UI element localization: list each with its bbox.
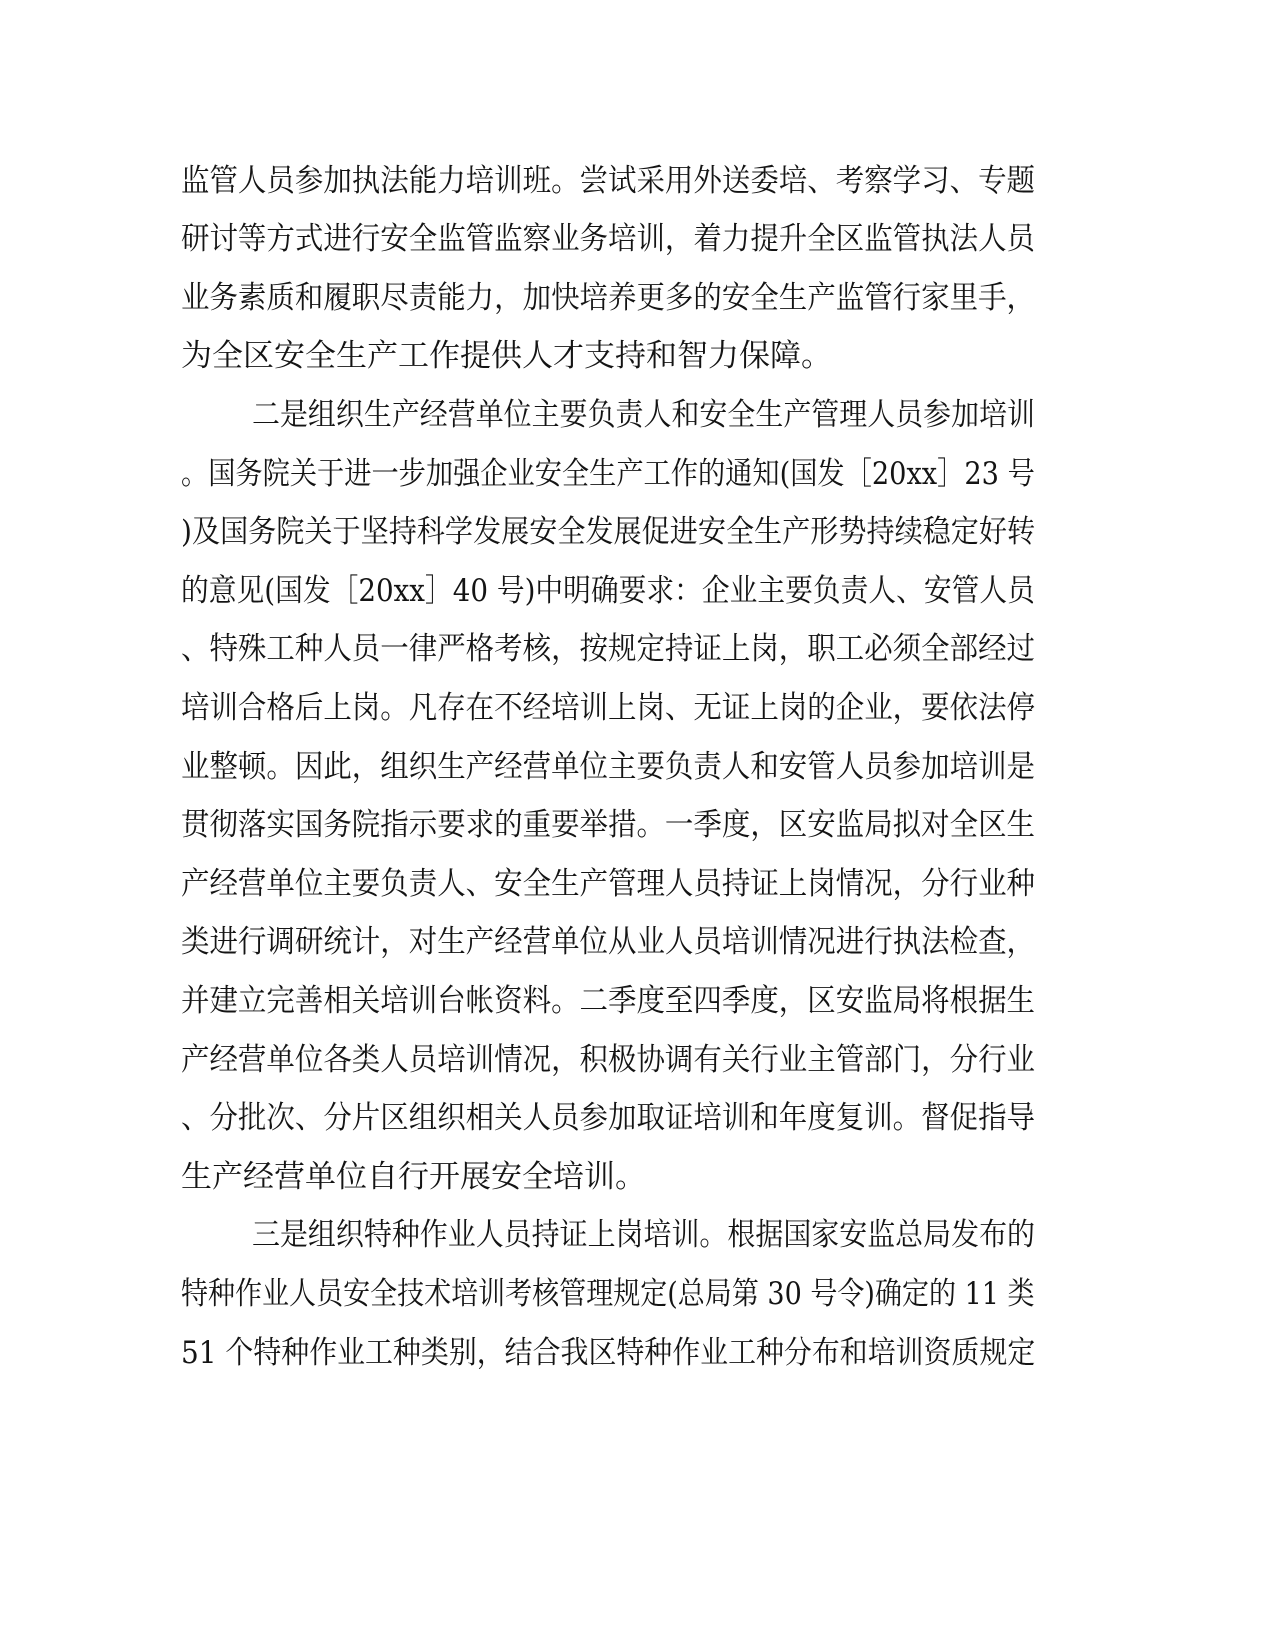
text-line bbox=[0, 976, 1275, 1026]
text-line bbox=[0, 1269, 1275, 1319]
line-text: 培训合格后上岗。凡存在不经培训上岗、无证上岗的企业，要依法停 bbox=[181, 690, 1035, 726]
text-line bbox=[0, 742, 1275, 792]
paragraph-start-line bbox=[0, 1210, 1275, 1260]
line-text: )及国务院关于坚持科学发展安全发展促进安全生产形势持续稳定好转 bbox=[181, 514, 1036, 550]
text-line bbox=[0, 624, 1275, 674]
text-line bbox=[0, 331, 1275, 381]
line-text: 特种作业人员安全技术培训考核管理规定(总局第 30 号令)确定的 11 类 bbox=[181, 1276, 1035, 1312]
line-text: 生产经营单位自行开展安全培训。 bbox=[181, 1159, 646, 1195]
line-text: 。国务院关于进一步加强企业安全生产工作的通知(国发［20xx］23 号 bbox=[181, 456, 1035, 492]
text-line bbox=[0, 449, 1275, 499]
text-line bbox=[0, 1093, 1275, 1143]
text-line bbox=[0, 859, 1275, 909]
text-line bbox=[0, 1328, 1275, 1378]
text-line bbox=[0, 273, 1275, 323]
line-text: 类进行调研统计，对生产经营单位从业人员培训情况进行执法检查， bbox=[181, 924, 1035, 960]
line-text: 贯彻落实国务院指示要求的重要举措。一季度，区安监局拟对全区生 bbox=[181, 807, 1035, 843]
line-text: 、特殊工种人员一律严格考核，按规定持证上岗，职工必须全部经过 bbox=[181, 631, 1035, 667]
line-text: 业务素质和履职尽责能力，加快培养更多的安全生产监管行家里手， bbox=[181, 280, 1035, 316]
text-line bbox=[0, 1152, 1275, 1202]
line-text: 、分批次、分片区组织相关人员参加取证培训和年度复训。督促指导 bbox=[181, 1100, 1035, 1136]
line-text: 产经营单位各类人员培训情况，积极协调有关行业主管部门，分行业 bbox=[181, 1042, 1035, 1078]
text-line bbox=[0, 566, 1275, 616]
line-text: 为全区安全生产工作提供人才支持和智力保障。 bbox=[181, 338, 832, 374]
text-line bbox=[0, 214, 1275, 264]
line-text: 51 个特种作业工种类别，结合我区特种作业工种分布和培训资质规定 bbox=[181, 1335, 1036, 1371]
line-text: 三是组织特种作业人员持证上岗培训。根据国家安监总局发布的 bbox=[252, 1217, 1035, 1253]
text-line bbox=[0, 800, 1275, 850]
text-line bbox=[0, 683, 1275, 733]
line-text: 产经营单位主要负责人、安全生产管理人员持证上岗情况，分行业种 bbox=[181, 866, 1035, 902]
line-text: 研讨等方式进行安全监管监察业务培训，着力提升全区监管执法人员 bbox=[181, 221, 1035, 257]
line-text: 并建立完善相关培训台帐资料。二季度至四季度，区安监局将根据生 bbox=[181, 983, 1035, 1019]
line-text: 的意见(国发［20xx］40 号)中明确要求：企业主要负责人、安管人员 bbox=[181, 573, 1035, 609]
line-text: 业整顿。因此，组织生产经营单位主要负责人和安管人员参加培训是 bbox=[181, 749, 1035, 785]
text-line bbox=[0, 917, 1275, 967]
line-text: 二是组织生产经营单位主要负责人和安全生产管理人员参加培训 bbox=[252, 397, 1035, 433]
line-text: 监管人员参加执法能力培训班。尝试采用外送委培、考察学习、专题 bbox=[181, 163, 1035, 199]
paragraph-start-line bbox=[0, 390, 1275, 440]
text-line bbox=[0, 1035, 1275, 1085]
text-line bbox=[0, 156, 1275, 206]
text-line bbox=[0, 507, 1275, 557]
